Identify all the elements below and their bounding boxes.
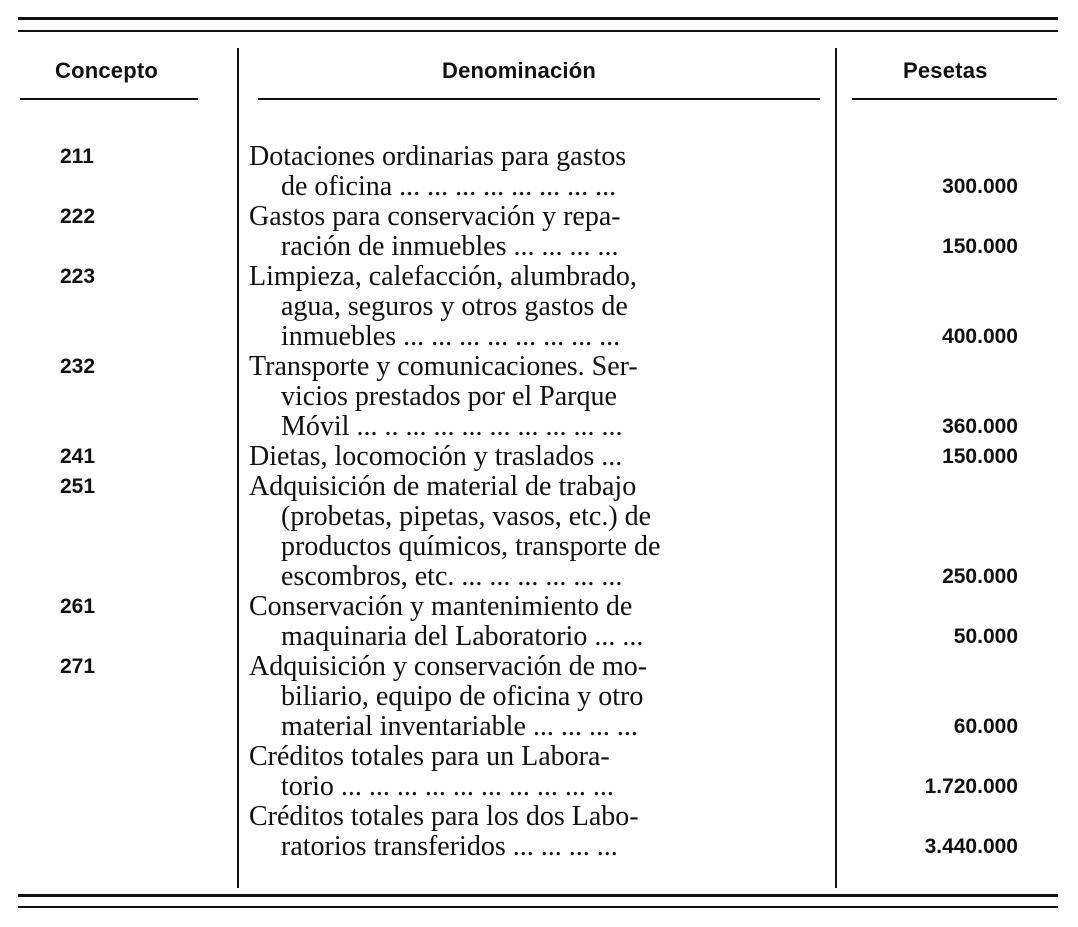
denomination-line: material inventariable ... ... ... ... <box>281 712 638 742</box>
top-rule <box>18 17 1058 20</box>
top-rule-second <box>18 30 1058 32</box>
denomination-line: ratorios transferidos ... ... ... ... <box>281 832 618 862</box>
concept-code-spacer <box>60 622 190 652</box>
concept-code: 241 <box>60 445 96 468</box>
amount-spacer <box>838 382 1018 412</box>
concept-code: 211 <box>60 145 94 168</box>
bottom-rule <box>18 894 1058 897</box>
header-underline-denominacion <box>258 98 820 100</box>
amount-spacer <box>838 502 1018 532</box>
concept-code-spacer <box>60 562 190 592</box>
denomination-column <box>249 142 829 862</box>
amount-spacer <box>838 472 1018 502</box>
denomination-line: inmuebles ... ... ... ... ... ... ... ... <box>281 322 621 352</box>
header-concepto: Concepto <box>55 58 159 83</box>
denomination-line: Créditos totales para los dos Labo- <box>249 802 639 832</box>
concept-code: 223 <box>60 265 96 288</box>
column-divider-left <box>237 48 239 888</box>
concept-code-spacer <box>60 322 190 352</box>
denomination-line: escombros, etc. ... ... ... ... ... ... <box>281 562 623 592</box>
concept-code: 271 <box>60 655 96 678</box>
amount-value: 60.000 <box>953 715 1018 738</box>
amount-spacer <box>838 292 1018 322</box>
concept-code-spacer <box>60 712 190 742</box>
header-underline-pesetas <box>852 98 1057 100</box>
header-denominacion: Denominación <box>442 58 596 83</box>
amount-value: 3.440.000 <box>924 835 1018 858</box>
concept-code-spacer <box>60 292 190 322</box>
denomination-line: Adquisición de material de trabajo <box>249 472 637 502</box>
denomination-line: Conservación y mantenimiento de <box>249 592 633 622</box>
denomination-line: ración de inmuebles ... ... ... ... <box>281 232 619 262</box>
concept-code-spacer <box>60 742 190 772</box>
amount-spacer <box>838 202 1018 232</box>
amount-spacer <box>838 592 1018 622</box>
amount-spacer <box>838 352 1018 382</box>
concept-code-spacer <box>60 412 190 442</box>
amount-value: 150.000 <box>942 235 1018 258</box>
concept-code: 251 <box>60 475 96 498</box>
header-pesetas: Pesetas <box>903 58 988 83</box>
amount-spacer <box>838 742 1018 772</box>
concept-code: 261 <box>60 595 96 618</box>
denomination-line: Dotaciones ordinarias para gastos <box>249 142 627 172</box>
denomination-line: biliario, equipo de oficina y otro <box>281 682 644 712</box>
denomination-line: productos químicos, transporte de <box>281 532 661 562</box>
amount-spacer <box>838 682 1018 712</box>
amount-spacer <box>838 532 1018 562</box>
denomination-line: maquinaria del Laboratorio ... ... <box>281 622 644 652</box>
concept-code: 222 <box>60 205 96 228</box>
concept-code-spacer <box>60 532 190 562</box>
denomination-line: Transporte y comunicaciones. Ser- <box>249 352 638 382</box>
concept-codes-column <box>60 142 190 862</box>
amount-value: 1.720.000 <box>924 775 1018 798</box>
amount-value: 50.000 <box>953 625 1018 648</box>
denomination-line: de oficina ... ... ... ... ... ... ... ... <box>281 172 617 202</box>
amount-value: 360.000 <box>942 415 1018 438</box>
amount-spacer <box>838 802 1018 832</box>
denomination-line: agua, seguros y otros gastos de <box>281 292 628 322</box>
denomination-line: Adquisición y conservación de mo- <box>249 652 648 682</box>
denomination-line: torio ... ... ... ... ... ... ... ... ... ... <box>281 772 614 802</box>
denomination-line: (probetas, pipetas, vasos, etc.) de <box>281 502 652 532</box>
amount-value: 150.000 <box>942 445 1018 468</box>
column-divider-right <box>835 48 837 888</box>
bottom-rule-second <box>18 906 1058 908</box>
denomination-line: vicios prestados por el Parque <box>281 382 617 412</box>
denomination-line: Gastos para conservación y repa- <box>249 202 621 232</box>
concept-code-spacer <box>60 382 190 412</box>
concept-code-spacer <box>60 772 190 802</box>
concept-code-spacer <box>60 802 190 832</box>
concept-code-spacer <box>60 502 190 532</box>
concept-code-spacer <box>60 172 190 202</box>
amounts-column <box>838 142 1018 862</box>
concept-code-spacer <box>60 682 190 712</box>
amount-value: 250.000 <box>942 565 1018 588</box>
amount-value: 400.000 <box>942 325 1018 348</box>
concept-code-spacer <box>60 232 190 262</box>
denomination-line: Créditos totales para un Labora- <box>249 742 610 772</box>
amount-value: 300.000 <box>942 175 1018 198</box>
amount-spacer <box>838 142 1018 172</box>
denomination-line: Dietas, locomoción y traslados ... <box>249 442 623 472</box>
denomination-line: Limpieza, calefacción, alumbrado, <box>249 262 637 292</box>
amount-spacer <box>838 652 1018 682</box>
concept-code: 232 <box>60 355 96 378</box>
amount-spacer <box>838 262 1018 292</box>
header-underline-concepto <box>20 98 198 100</box>
denomination-line: Móvil ... .. ... ... ... ... ... ... ... ... <box>281 412 623 442</box>
concept-code-spacer <box>60 832 190 862</box>
